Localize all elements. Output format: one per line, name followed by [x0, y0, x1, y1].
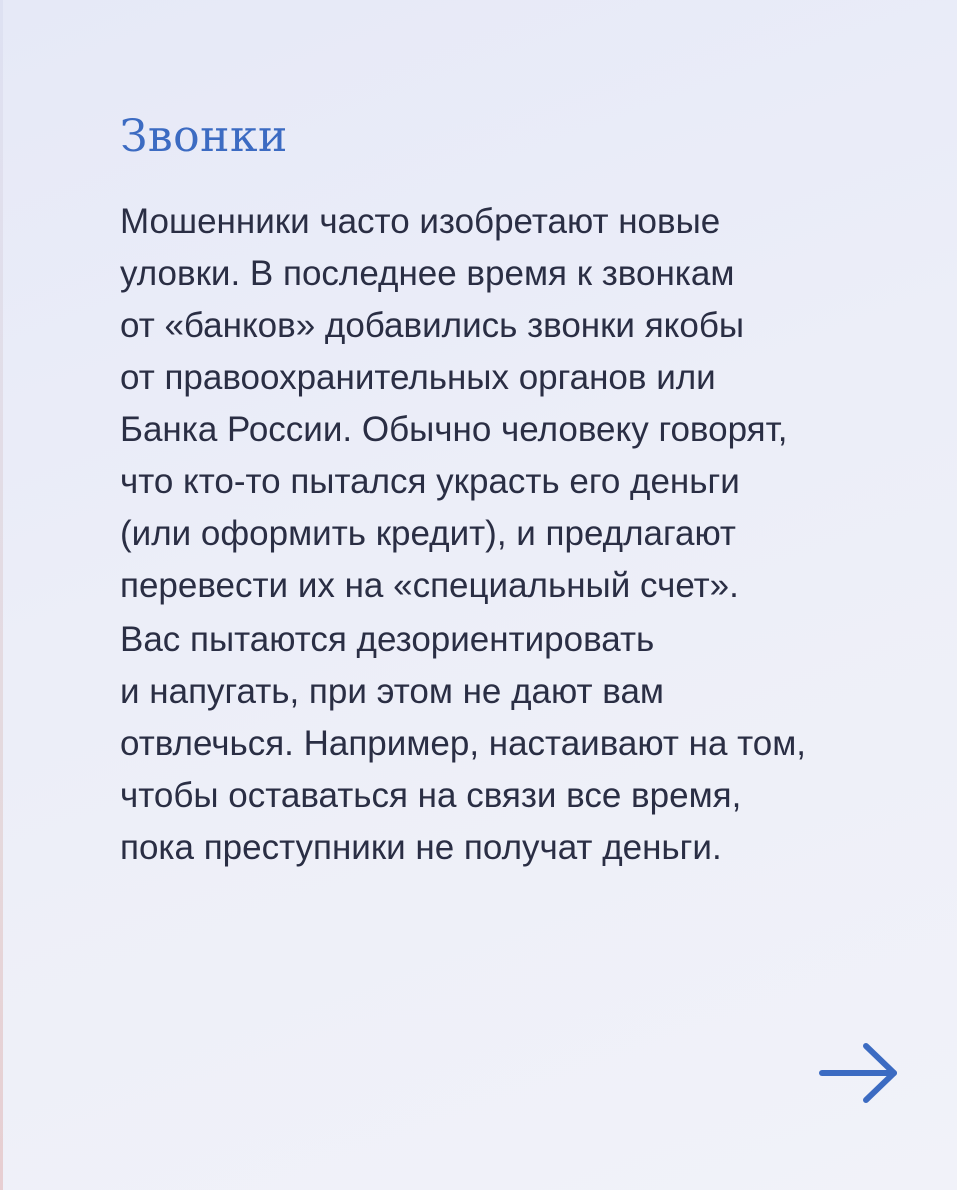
next-button[interactable] — [818, 1040, 902, 1106]
paragraph-line: от правоохранительных органов или — [120, 358, 716, 397]
paragraph-line: чтобы оставаться на связи все время, — [120, 776, 742, 815]
paragraph-line: Мошенники часто изобретают новые — [120, 202, 721, 241]
paragraph-line: отвлечься. Например, настаивают на том, — [120, 724, 807, 763]
paragraph-line: Вас пытаются дезориентировать — [120, 620, 655, 659]
paragraph-1 — [120, 196, 920, 612]
paragraph-line: что кто-то пытался украсть его деньги — [120, 462, 740, 501]
paragraph-line: уловки. В последнее время к звонкам — [120, 254, 735, 293]
paragraph-line: пока преступники не получат деньги. — [120, 828, 722, 867]
side-strip — [0, 0, 3, 1190]
paragraph-line: (или оформить кредит), и предлагают — [120, 514, 736, 553]
slide-title: Звонки — [120, 111, 288, 162]
paragraph-line: от «банков» добавились звонки якобы — [120, 306, 745, 345]
paragraph-line: Банка России. Обычно человеку говорят, — [120, 410, 788, 449]
paragraph-2 — [120, 614, 920, 874]
arrow-right-icon — [818, 1040, 902, 1106]
paragraph-line: перевести их на «специальный счет». — [120, 566, 739, 605]
paragraph-line: и напугать, при этом не дают вам — [120, 672, 664, 711]
